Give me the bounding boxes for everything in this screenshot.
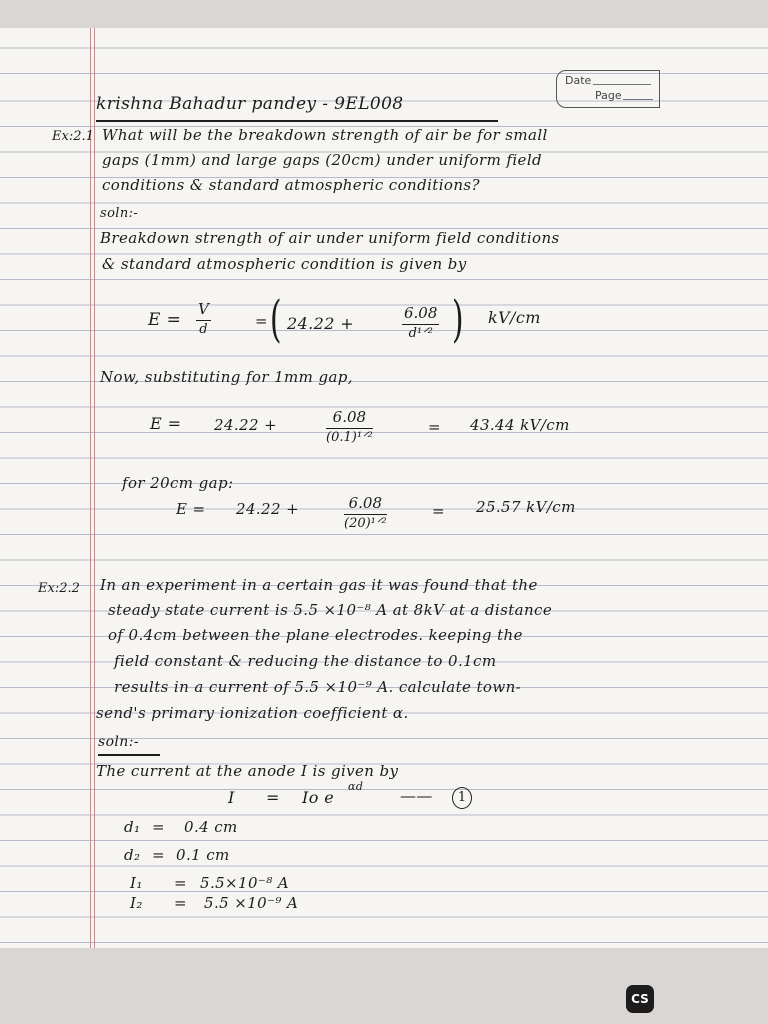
ex22-soln-underline	[98, 754, 160, 756]
eq1-dash: ——	[400, 786, 433, 805]
calc2-numerator: 6.08	[344, 494, 387, 515]
given-i2-eq: =	[174, 894, 187, 912]
calc1-fraction	[326, 408, 373, 445]
ex22-intro: The current at the anode I is given by	[96, 762, 399, 780]
margin-line	[90, 28, 91, 948]
gap2-label: for 20cm gap:	[122, 474, 234, 492]
calc2-lhs: E =	[176, 500, 206, 518]
ex21-question-line-1: What will be the breakdown strength of air be for small	[102, 126, 548, 144]
calc1-result: 43.44 kV/cm	[470, 416, 570, 434]
ex21-question-line-2: gaps (1mm) and large gaps (20cm) under uniform field	[102, 151, 543, 169]
given-i2-val: 5.5 ×10⁻⁹ A	[204, 894, 299, 912]
formula-d: d	[199, 322, 208, 337]
eq1-rhs: Io e	[302, 788, 335, 807]
camscanner-logo: CS	[626, 985, 654, 1013]
calc2-result: 25.57 kV/cm	[476, 498, 576, 516]
given-d2-val: 0.1 cm	[176, 846, 230, 864]
ex22-question-line-3: of 0.4cm between the plane electrodes. keeping the	[108, 626, 523, 644]
page-rule	[623, 99, 653, 100]
ex22-question-line-4: field constant & reducing the distance to 0.1cm	[114, 652, 497, 670]
margin-line	[94, 28, 95, 948]
formula-v: V	[196, 300, 211, 321]
author-underline	[96, 120, 498, 122]
calc2-const: 24.22 +	[236, 500, 300, 518]
calc1-numerator: 6.08	[326, 408, 373, 429]
formula-close-paren: )	[451, 290, 464, 348]
given-d1-val: 0.4 cm	[184, 818, 238, 836]
ex22-question-line-2: steady state current is 5.5 ×10⁻⁸ A at 8kV at a distance	[108, 601, 553, 619]
eq1-lhs: I	[228, 788, 235, 807]
date-rule	[593, 84, 651, 85]
ex22-question-line-1: In an experiment in a certain gas it was found that the	[100, 576, 538, 594]
given-d2-sym: d₂	[124, 846, 141, 864]
eq1-number: 1	[452, 787, 472, 809]
ex21-soln-label: soln:-	[100, 206, 139, 221]
ex21-question-line-3: conditions & standard atmospheric conditions?	[102, 176, 480, 194]
calc1-eq: =	[428, 418, 441, 436]
ex22-label: Ex:2.2	[38, 581, 80, 596]
formula-const: 24.22 +	[287, 314, 355, 333]
ex22-question-line-6: send's primary ionization coefficient α.	[96, 704, 409, 722]
notebook-page	[0, 28, 768, 948]
given-d1-eq: =	[152, 818, 165, 836]
formula-v-over-d	[196, 300, 211, 337]
page-label: Page	[595, 89, 622, 102]
formula-numerator: 6.08	[402, 304, 439, 325]
eq1-exponent: αd	[348, 780, 364, 793]
given-i1-val: 5.5×10⁻⁸ A	[200, 874, 290, 892]
ex22-question-line-5: results in a current of 5.5 ×10⁻⁹ A. calculate town-	[114, 678, 522, 696]
formula-denominator: d¹ᐟ²	[408, 326, 433, 341]
ex22-soln-label: soln:-	[98, 734, 139, 750]
ex21-intro-line-2: & standard atmospheric condition is given by	[102, 255, 467, 273]
formula-fraction	[402, 304, 439, 341]
given-d1-sym: d₁	[124, 818, 141, 836]
ex21-intro-line-1: Breakdown strength of air under uniform field conditions	[100, 229, 560, 247]
given-d2-eq: =	[152, 846, 165, 864]
formula-open-paren: (	[269, 290, 282, 348]
formula-eq: =	[255, 312, 268, 330]
calc1-denominator: (0.1)¹ᐟ²	[326, 430, 373, 445]
calc2-fraction	[344, 494, 387, 531]
formula-lhs: E =	[148, 310, 182, 330]
author-name: krishna Bahadur pandey - 9EL008	[96, 94, 404, 114]
substituting-line: Now, substituting for 1mm gap,	[100, 368, 353, 386]
calc1-const: 24.22 +	[214, 416, 278, 434]
given-i1-sym: I₁	[130, 874, 143, 892]
eq1-eq: =	[266, 788, 280, 807]
ex21-label: Ex:2.1	[52, 129, 94, 144]
calc2-denominator: (20)¹ᐟ²	[344, 516, 387, 531]
calc2-eq: =	[432, 502, 445, 520]
date-page-box	[556, 70, 660, 108]
calc1-lhs: E =	[150, 414, 182, 433]
date-label: Date	[565, 74, 592, 87]
formula-unit: kV/cm	[488, 308, 541, 327]
given-i2-sym: I₂	[130, 894, 143, 912]
given-i1-eq: =	[174, 874, 187, 892]
